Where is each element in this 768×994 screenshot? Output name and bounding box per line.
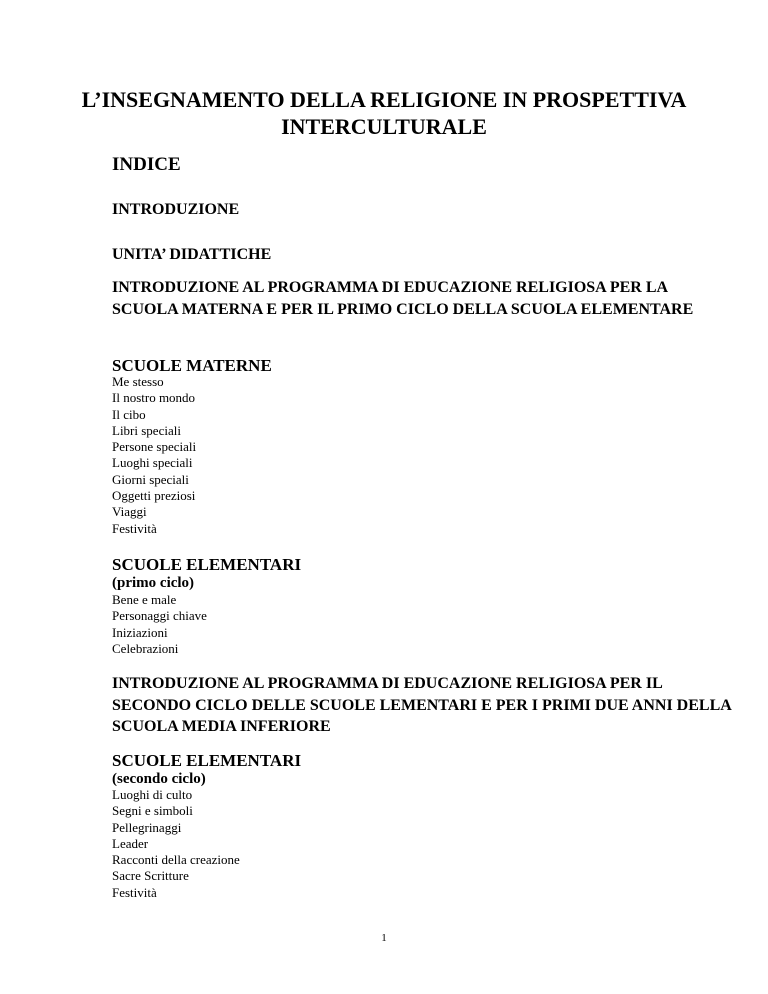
list-item: Luoghi speciali: [112, 455, 193, 471]
list-item: Giorni speciali: [112, 471, 189, 487]
list-item: Sacre Scritture: [112, 868, 189, 884]
subheading-primo-ciclo: (primo ciclo): [112, 575, 195, 591]
list-item: Personaggi chiave: [112, 608, 207, 624]
list-item: Leader: [112, 835, 149, 851]
list-item: Persone speciali: [112, 439, 197, 455]
section-unita-didattiche: UNITA’ DIDATTICHE: [112, 246, 272, 263]
list-item: Luoghi di culto: [112, 787, 193, 802]
title-line-1: L’INSEGNAMENTO DELLA RELIGIONE IN PROSPETTIVA: [81, 87, 687, 112]
intro-materna-primo-ciclo: INTRODUZIONE AL PROGRAMMA DI EDUCAZIONE RELIGIOSA PER LA SCUOLA MATERNA E PER IL PRIMO CICLO DELLA SCUOLA ELEMENTARE: [112, 279, 694, 318]
heading-scuole-materne: SCUOLE MATERNE: [112, 356, 272, 375]
list-item: Festività: [112, 884, 157, 900]
page-number: 1: [381, 932, 387, 944]
list-item: Oggetti preziosi: [112, 488, 196, 504]
list-elementari-secondo-ciclo: [112, 787, 240, 901]
list-item: Racconti della creazione: [112, 852, 240, 868]
list-item: Festività: [112, 520, 157, 536]
subheading-secondo-ciclo: (secondo ciclo): [112, 771, 206, 787]
document-title: [0, 86, 768, 140]
heading-elementari-primo-ciclo: SCUOLE ELEMENTARI: [112, 555, 302, 574]
list-item: Celebrazioni: [112, 640, 179, 656]
list-elementari-primo-ciclo: [112, 592, 207, 657]
intro-secondo-ciclo-media: INTRODUZIONE AL PROGRAMMA DI EDUCAZIONE RELIGIOSA PER IL SECONDO CICLO DELLE SCUOLE LEMENTARI E PER I PRIMI DUE ANNI DELLA SCUOLA MEDIA INFERIORE: [112, 675, 731, 735]
heading-elementari-secondo-ciclo: SCUOLE ELEMENTARI: [112, 751, 302, 770]
list-item: Iniziazioni: [112, 624, 168, 640]
section-introduzione: INTRODUZIONE: [112, 201, 240, 218]
list-item: Viaggi: [112, 504, 147, 520]
list-item: Bene e male: [112, 592, 177, 607]
list-item: Libri speciali: [112, 422, 181, 438]
title-line-2: INTERCULTURALE: [281, 114, 487, 139]
list-item: Il cibo: [112, 406, 146, 422]
list-item: Il nostro mondo: [112, 390, 196, 406]
list-item: Pellegrinaggi: [112, 819, 182, 835]
list-item: Segni e simboli: [112, 803, 193, 819]
index-heading: INDICE: [112, 154, 181, 175]
list-scuole-materne: [112, 374, 196, 537]
list-item: Me stesso: [112, 374, 164, 389]
